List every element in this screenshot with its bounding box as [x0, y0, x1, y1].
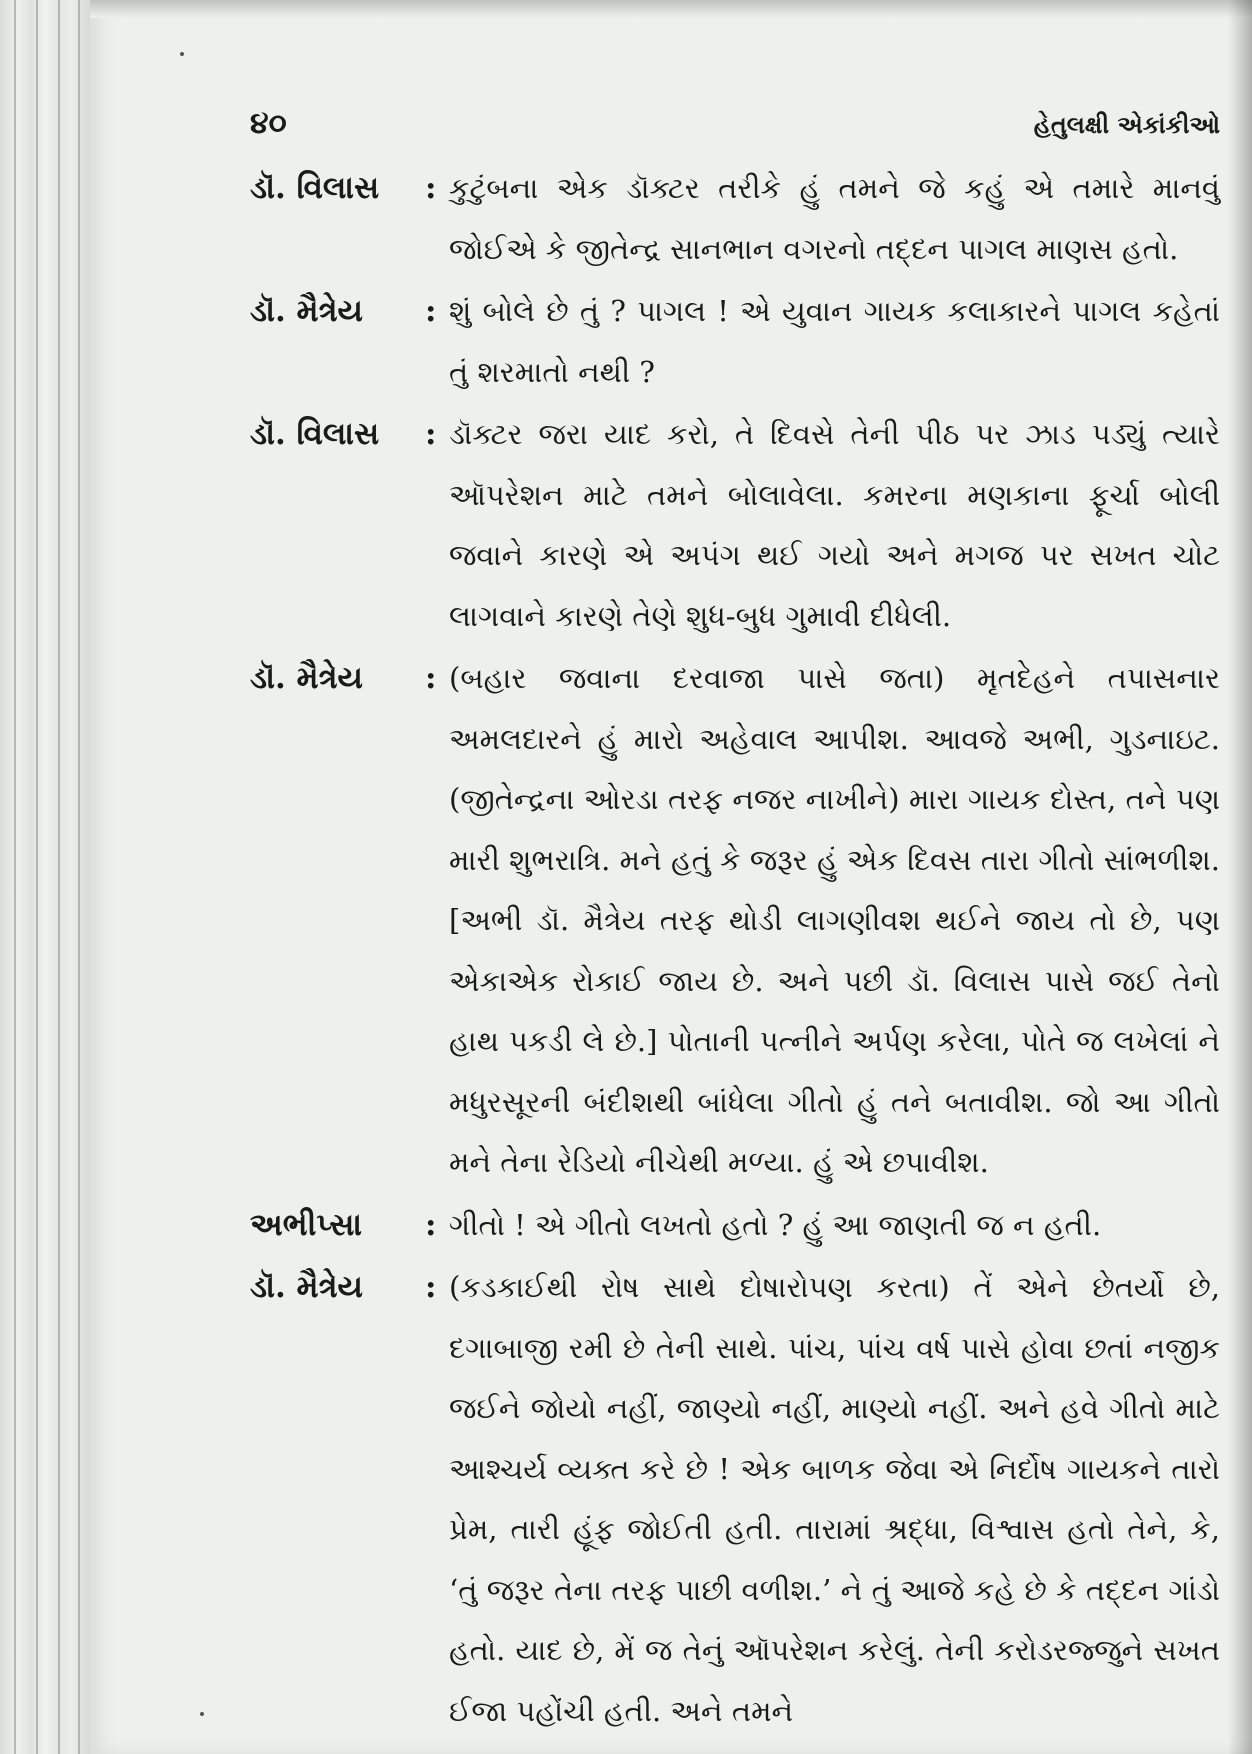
dialogue-entry: [250, 158, 1220, 279]
dialogue-text: શું બોલે છે તું ? પાગલ ! એ યુવાન ગાયક કલાકારને પાગલ કહેતાં તું શરમાતો નથી ?: [449, 294, 1220, 389]
page-edge-line: [36, 0, 38, 1754]
dialogue-text: ગીતો ! એ ગીતો લખતો હતો ? હું આ જાણતી જ ન હતી.: [449, 1207, 1102, 1242]
running-header: હેતુલક્ષી એકાંકીઓ: [1033, 110, 1220, 139]
page-right-shadow: [1228, 0, 1252, 1754]
dialogue-text: (કડકાઈથી રોષ સાથે દોષારોપણ કરતા) તેં એને છેતર્યો છે, દગાબાજી રમી છે તેની સાથે. પાંચ, પાંચ વર્ષ પાસે હોવા છતાં નજીક જઈને જોયો નહીં, જાણ્યો નહીં, માણ્યો નહીં. અને હવે ગીતો માટે આશ્ચર્ય વ્યક્ત કરે છે ! એક બાળક જેવા એ નિર્દોષ ગાયકને તારો પ્રેમ, તારી હૂંફ જોઈતી હતી. તારામાં શ્રદ્ધા, વિશ્વાસ હતો તેને, કે, ‘તું જરૂર તેના તરફ પાછી વળીશ.’ ને તું આજે કહે છે કે તદ્દન ગાંડો હતો. યાદ છે, મેં જ તેનું ઑપરેશન કરેલું. તેની કરોડરજ્જુને સખત ઈજા પહોંચી હતી. અને તમને: [449, 1270, 1220, 1728]
speaker-name: અભીપ્સા: [250, 1206, 363, 1243]
page-number: ૪૦: [250, 106, 287, 141]
ink-speck: [180, 52, 184, 56]
dialogue-entry: [250, 281, 1220, 402]
speaker-name: ડૉ. વિલાસ: [250, 416, 380, 452]
page-edge-line: [14, 0, 16, 1754]
speaker-colon: :: [425, 170, 437, 206]
dialogue-entry: [250, 1257, 1220, 1741]
speaker-name: ડૉ. મૈત્રેય: [250, 293, 363, 329]
dialogue-text: (બહાર જવાના દરવાજા પાસે જતા) મૃતદેહને તપાસનાર અમલદારને હું મારો અહેવાલ આપીશ. આવજે અભી, ગુડનાઇટ. (જીતેન્દ્રના ઓરડા તરફ નજર નાખીને) મારા ગાયક દોસ્ત, તને પણ મારી શુભરાત્રિ. મને હતું કે જરૂર હું એક દિવસ તારા ગીતો સાંભળીશ. [અભી ડૉ. મૈત્રેય તરફ થોડી લાગણીવશ થઈને જાય તો છે, પણ એકાએક રોકાઈ જાય છે. અને પછી ડૉ. વિલાસ પાસે જઈ તેનો હાથ પકડી લે છે.] પોતાની પત્નીને અર્પણ કરેલા, પોતે જ લખેલાં ને મધુરસૂરની બંદીશથી બાંધેલા ગીતો હું તને બતાવીશ. જો આ ગીતો મને તેના રેડિયો નીચેથી મળ્યા. હું એ છપાવીશ.: [449, 661, 1220, 1179]
page-edge-line: [78, 0, 80, 1754]
dialogue-entry: [250, 1195, 1220, 1256]
speaker-name: ડૉ. મૈત્રેય: [250, 660, 363, 696]
dialogue-entry: [250, 648, 1220, 1193]
speaker-name: ડૉ. મૈત્રેય: [250, 1269, 363, 1305]
page-top-shadow: [90, 0, 1252, 18]
page-edge-line: [58, 0, 60, 1754]
speaker-colon: :: [425, 293, 437, 329]
ink-speck: [200, 1712, 204, 1716]
speaker-colon: :: [425, 660, 437, 696]
speaker-colon: :: [425, 416, 437, 452]
dialogue-text: કુટુંબના એક ડૉક્ટર તરીકે હું તમને જે કહું એ તમારે માનવું જોઈએ કે જીતેન્દ્ર સાનભાન વગરનો તદ્દન પાગલ માણસ હતો.: [449, 171, 1220, 266]
speaker-colon: :: [425, 1206, 437, 1243]
dialogue-entry: [250, 404, 1220, 646]
speaker-colon: :: [425, 1269, 437, 1305]
speaker-name: ડૉ. વિલાસ: [250, 170, 380, 206]
dialogue-block: [250, 158, 1220, 1743]
dialogue-text: ડૉક્ટર જરા યાદ કરો, તે દિવસે તેની પીઠ પર ઝાડ પડ્યું ત્યારે ઑપરેશન માટે તમને બોલાવેલા. કમરના મણકાના ફૂર્ચા બોલી જવાને કારણે એ અપંગ થઈ ગયો અને મગજ પર સખત ચોટ લાગવાને કારણે તેણે શુધ-બુધ ગુમાવી દીધેલી.: [449, 417, 1220, 633]
